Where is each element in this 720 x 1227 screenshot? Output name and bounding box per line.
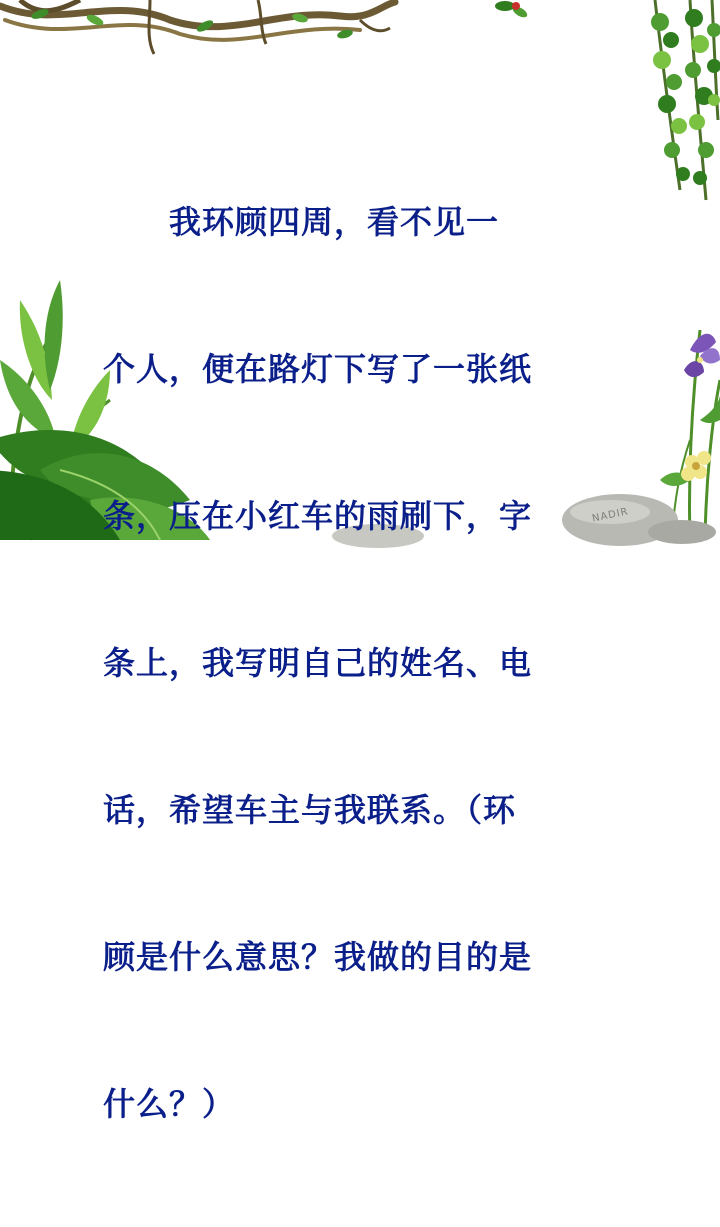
passage-line: 什么？） — [103, 1085, 236, 1123]
right-hanging-ivy — [651, 0, 720, 200]
passage-line: 个人，便在路灯下写了一张纸 — [103, 350, 533, 388]
passage-text — [103, 100, 623, 1227]
stone-inscription: NADIR — [591, 506, 630, 525]
passage-line: 条，压在小红车的雨刷下，字 — [103, 497, 533, 535]
passage-line: 顾是什么意思？我做的目的是 — [103, 938, 533, 976]
top-small-plant — [495, 1, 529, 19]
passage-line: 话，希望车主与我联系。（环 — [103, 791, 517, 829]
passage-line: 我环顾四周，看不见一 — [103, 203, 500, 241]
passage-line: 条上，我写明自己的姓名、电 — [103, 644, 533, 682]
top-vine-branches — [0, 0, 395, 54]
